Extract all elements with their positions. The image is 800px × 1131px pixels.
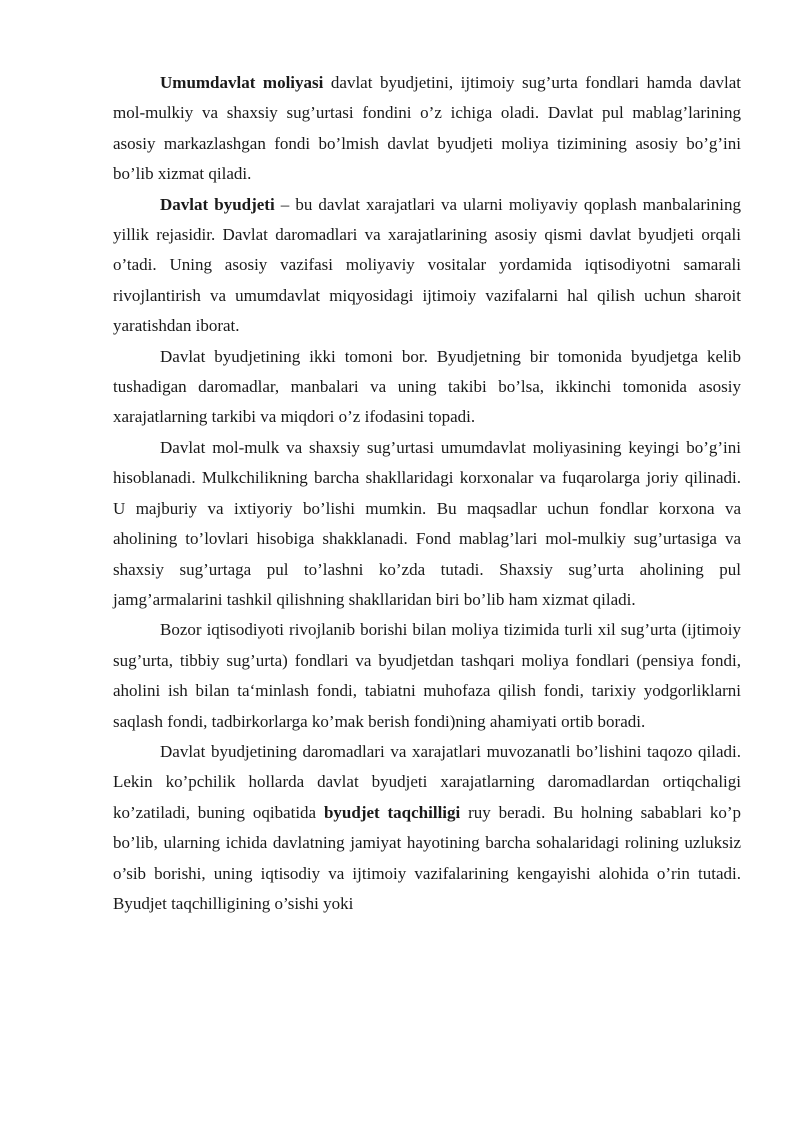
paragraph-davlat-byudjeti [113,190,741,342]
term-umumdavlat-moliyasi: Umumdavlat moliyasi [160,73,324,92]
paragraph-text: Davlat byudjetining ikki tomoni bor. Byudjetning bir tomonida byudjetga kelib tushadigan daromadlar, manbalari va uning takibi bo’lsa, ikkinchi tomonida asosiy xarajatlarning tarkibi va miqdori o’z ifodasini topadi. [113,346,741,427]
paragraph-bozor-iqtisodiyoti [113,615,741,737]
paragraph-umumdavlat-moliyasi [113,68,741,190]
document-body [113,68,741,919]
paragraph-text: Davlat mol-mulk va shaxsiy sug’urtasi umumdavlat moliyasining keyingi bo’g’ini hisoblanadi. Mulkchilikning barcha shakllaridagi korxonalar va fuqarolarga joriy qilinadi. U majburiy va ixtiyoriy bo’lishi mumkin. Bu maqsadlar uchun fondlar korxona va aholining to’lovlari hisobiga shakklanadi. Fond mablag’lari mol-mulkiy sug’urtasiga va shaxsiy sug’urtaga pul to’lashni ko’zda tutadi. Shaxsiy sug’urta aholining pul jamg’armalarini tashkil qilishning shakllaridan biri bo’lib ham xizmat qiladi. [113,437,741,609]
paragraph-text: – bu davlat xarajatlari va ularni moliyaviy qoplash manbalarining yillik rejasidir. Davlat daromadlari va xarajatlarining asosiy qismi davlat byudjeti orqali o’tadi. Uning asosiy vazifasi moliyaviy vositalar yordamida iqtisodiyotni samarali rivojlantirish va umumdavlat miqyosidagi ijtimoiy vazifalarni hal qilish uchun sharoit yaratishdan iborat. [113,194,741,336]
paragraph-byudjet-tomonlari [113,342,741,433]
paragraph-text: Bozor iqtisodiyoti rivojlanib borishi bilan moliya tizimida turli xil sug’urta (ijtimoiy sug’urta, tibbiy sug’urta) fondlari va byudjetdan tashqari moliya fondlari (pensiya fondi, aholini ish bilan ta‘minlash fondi, tabiatni muhofaza qilish fondi, tarixiy yodgorliklarni saqlash fondi, tadbirkorlarga ko’mak berish fondi)ning ahamiyati ortib boradi. [113,620,741,731]
paragraph-text: ruy beradi. Bu holning sabablari ko’p bo’lib, ularning ichida davlatning jamiyat hayotining barcha sohalaridagi rolining uzluksiz o’sib borishi, uning iqtisodiy va ijtimoiy vazifalarining kengayishi alohida o’rin tutadi. Byudjet taqchilligining o’sishi yoki [113,802,741,913]
term-byudjet-taqchilligi: byudjet taqchilligi [323,802,461,822]
term-davlat-byudjeti: Davlat byudjeti [160,194,275,214]
paragraph-text: davlat byudjetini, ijtimoiy sug’urta fondlari hamda davlat mol-mulkiy va shaxsiy sug’urtasi fondini o’z ichiga oladi. Davlat pul mablag’larining asosiy markazlashgan fondi bo’lmish davlat byudjeti moliya tizimining asosiy bo’g’ini bo’lib xizmat qiladi. [113,73,742,184]
paragraph-mol-mulk-sugurta [113,433,741,615]
paragraph-text: Davlat byudjetining daromadlari va xarajatlari muvozanatli bo’lishini taqozo qiladi. Lekin ko’pchilik hollarda davlat byudjeti xarajatlarning daromadlardan ortiqchaligi ko’zatiladi, buning oqibatida [113,741,741,822]
paragraph-byudjet-taqchilligi [113,737,741,919]
